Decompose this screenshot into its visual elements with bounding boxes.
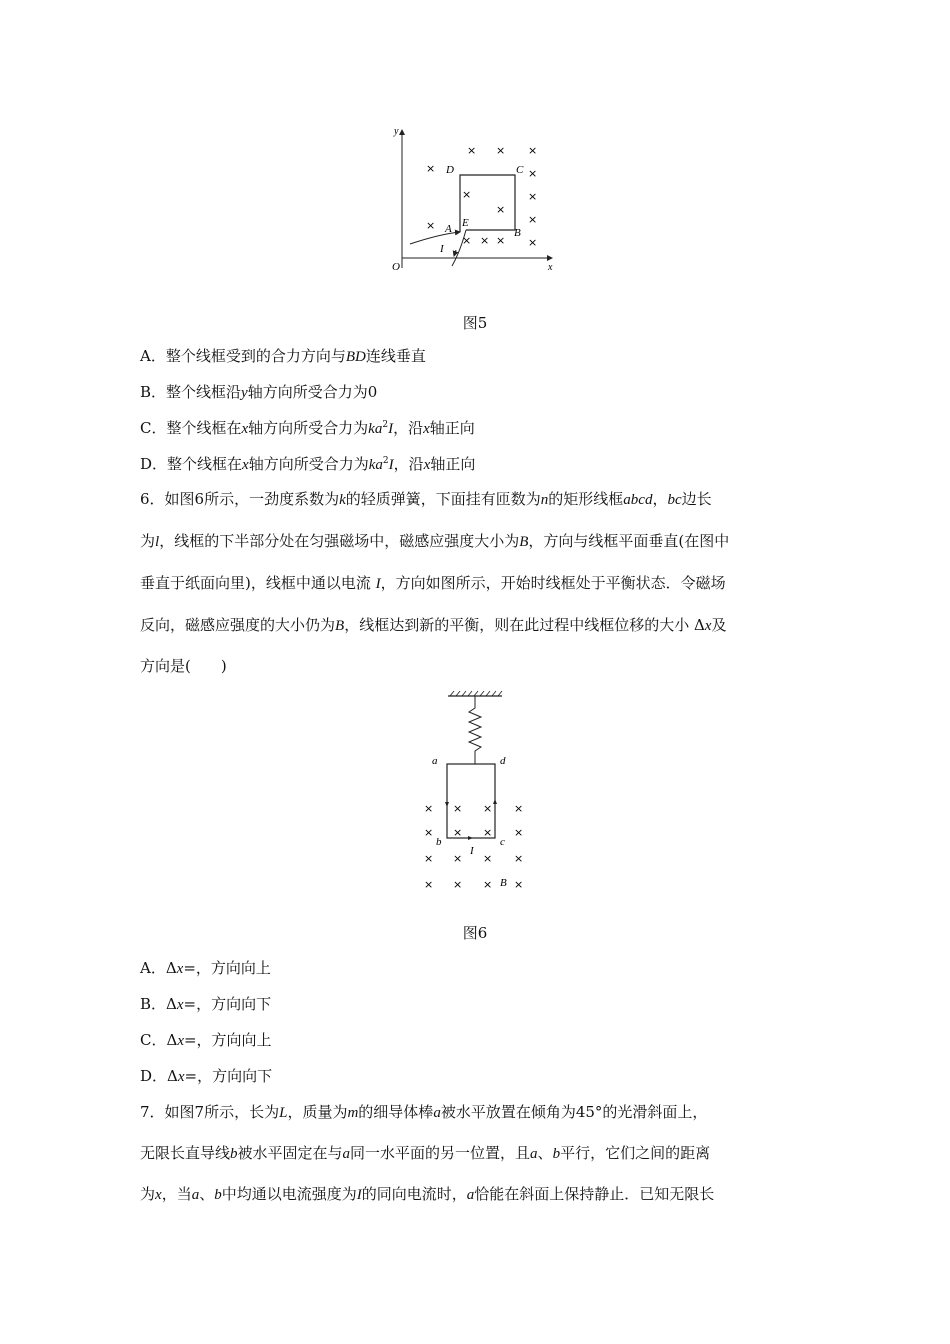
- svg-text:×: ×: [514, 852, 524, 865]
- svg-text:×: ×: [424, 826, 434, 839]
- arrow-bottom: [468, 836, 473, 840]
- q6-line-3: 垂直于纸面向里)，线框中通以电流 I，方向如图所示，开始时线框处于平衡状态．令磁场: [140, 574, 726, 592]
- q6-line-4: 反向，磁感应强度的大小仍为B，线框达到新的平衡，则在此过程中线框位移的大小 Δx及: [140, 616, 727, 634]
- q6-line-5: 方向是( ): [140, 657, 227, 675]
- svg-text:×: ×: [462, 188, 472, 201]
- svg-text:×: ×: [496, 144, 506, 157]
- svg-text:×: ×: [462, 234, 472, 247]
- svg-text:×: ×: [528, 144, 538, 157]
- label-B: B: [514, 227, 521, 239]
- label-a: a: [432, 755, 438, 767]
- figure-6-caption: 图6: [462, 924, 488, 942]
- q6-option-d: D．Δx=，方向向下: [140, 1067, 273, 1085]
- svg-text:×: ×: [483, 826, 493, 839]
- label-b: b: [436, 836, 442, 848]
- label-D: D: [446, 164, 454, 176]
- origin-label: O: [392, 261, 400, 273]
- svg-text:×: ×: [483, 802, 493, 815]
- spring: [469, 696, 481, 764]
- figure-5: [380, 120, 570, 280]
- svg-text:×: ×: [426, 162, 436, 175]
- figure-5-diagram: [380, 120, 570, 280]
- label-d: d: [500, 755, 506, 767]
- ceiling-hatch: [450, 691, 502, 696]
- q5-option-d: D．整个线框在x轴方向所受合力为$ka^2I$，沿x轴正向: [140, 455, 476, 473]
- svg-text:×: ×: [528, 236, 538, 249]
- svg-text:×: ×: [424, 852, 434, 865]
- figure-5-caption: 图5: [462, 314, 488, 332]
- q5-option-b: B．整个线框沿y轴方向所受合力为0: [140, 383, 378, 401]
- incoming-wire: [410, 232, 460, 244]
- svg-text:×: ×: [528, 167, 538, 180]
- svg-text:×: ×: [467, 144, 477, 157]
- label-C: C: [516, 164, 524, 176]
- svg-text:×: ×: [514, 878, 524, 891]
- q6-option-c: C．Δx=，方向向上: [140, 1031, 272, 1049]
- q5-option-a: A．整个线框受到的合力方向与BD连线垂直: [140, 347, 426, 365]
- x-axis-label: x: [548, 262, 553, 273]
- q6-line-2: 为l，线框的下半部分处在匀强磁场中，磁感应强度大小为B，方向与线框平面垂直(在图中: [140, 532, 730, 550]
- q7-line-3: 为x，当a、b中均通以电流强度为I的同向电流时，a恰能在斜面上保持静止．已知无限长: [140, 1185, 715, 1203]
- svg-text:×: ×: [453, 878, 463, 891]
- label-I: I: [470, 845, 474, 857]
- svg-text:×: ×: [483, 852, 493, 865]
- svg-text:×: ×: [453, 852, 463, 865]
- svg-text:×: ×: [453, 802, 463, 815]
- svg-text:×: ×: [480, 234, 490, 247]
- label-A: A: [445, 223, 452, 235]
- svg-text:×: ×: [528, 190, 538, 203]
- label-E: E: [462, 217, 469, 229]
- label-I: I: [440, 243, 444, 255]
- arrow-left-side: [445, 802, 449, 807]
- q6-option-a: A．Δx=，方向向上: [140, 959, 271, 977]
- svg-text:×: ×: [514, 826, 524, 839]
- svg-text:×: ×: [528, 213, 538, 226]
- svg-text:×: ×: [424, 878, 434, 891]
- label-B: B: [500, 877, 507, 889]
- label-c: c: [500, 836, 505, 848]
- svg-text:×: ×: [496, 234, 506, 247]
- q7-line-1: 7．如图7所示，长为L，质量为m的细导体棒a被水平放置在倾角为45°的光滑斜面上，: [140, 1103, 708, 1121]
- q6-line-1: 6．如图6所示，一劲度系数为k的轻质弹簧，下面挂有匝数为n的矩形线框abcd，bc边长: [140, 490, 712, 508]
- svg-text:×: ×: [453, 826, 463, 839]
- svg-text:×: ×: [424, 802, 434, 815]
- svg-text:×: ×: [514, 802, 524, 815]
- arrow-right-side: [493, 799, 497, 804]
- q7-line-2: 无限长直导线b被水平固定在与a同一水平面的另一位置，且a、b平行，它们之间的距离: [140, 1144, 711, 1162]
- figure-6-diagram: [410, 690, 540, 900]
- figure-6: [410, 690, 540, 900]
- y-axis-label: y: [394, 126, 399, 137]
- q6-option-b: B．Δx=，方向向下: [140, 995, 272, 1013]
- svg-text:×: ×: [483, 878, 493, 891]
- q5-option-c: C．整个线框在x轴方向所受合力为$ka^2I$，沿x轴正向: [140, 419, 475, 437]
- svg-text:×: ×: [496, 203, 506, 216]
- current-arrow: [454, 250, 456, 256]
- svg-text:×: ×: [426, 219, 436, 232]
